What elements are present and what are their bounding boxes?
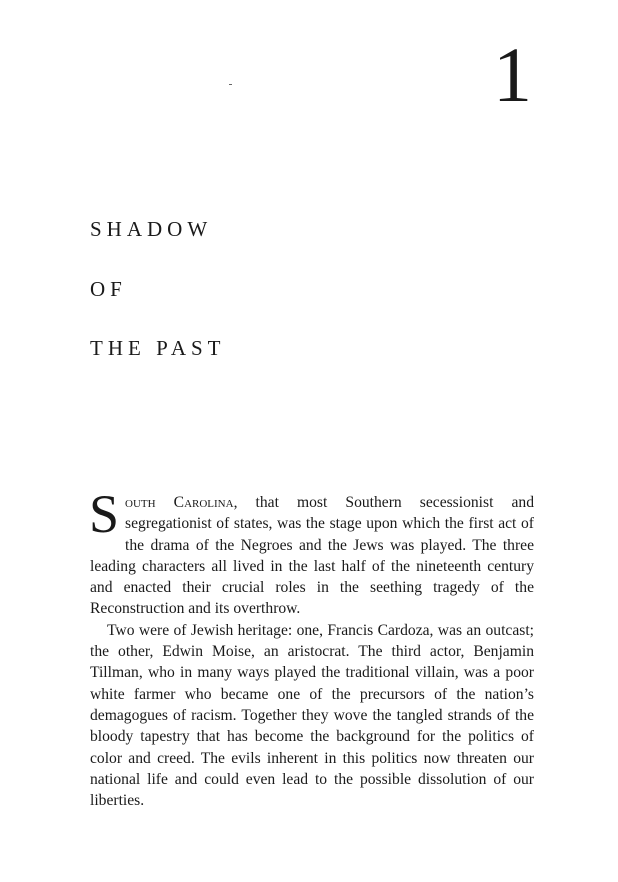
print-speck (229, 84, 232, 85)
chapter-body (89, 484, 534, 811)
paragraph-1 (89, 484, 534, 620)
chapter-number: 1 (493, 31, 532, 118)
paragraph-2: Two were of Jewish heritage: one, Francis Cardoza, was an outcast; the other, Edwin Moise, an aristocrat. The third actor, Benjamin Tillman, who in many ways played the traditional villain, was a poor white farmer who became one of the precursors of the nation’s demagogues of racism. Together they wove the tangled strands of the bloody tapestry that has become the background for the politics of color and creed. The evils inherent in this politics now threaten our national life and could even lead to the possible dissolution of our liberties. (90, 621, 534, 810)
drop-cap: S (89, 484, 120, 544)
chapter-title-line-3: THE PAST (90, 336, 226, 360)
chapter-title-line-2: OF (90, 277, 127, 301)
chapter-title-line-1: SHADOW (90, 217, 213, 241)
paragraph-1-text: that most Southern secessionist and segregationist of states, was the stage upon which the first act of the drama of the Negroes and the Jews was played. The three leading characters all lived in the last half of the nineteenth century and enacted their crucial roles in the seething tragedy of the Reconstruction and its overthrow. (90, 494, 534, 618)
lead-in: outh Carolina, (125, 494, 238, 511)
